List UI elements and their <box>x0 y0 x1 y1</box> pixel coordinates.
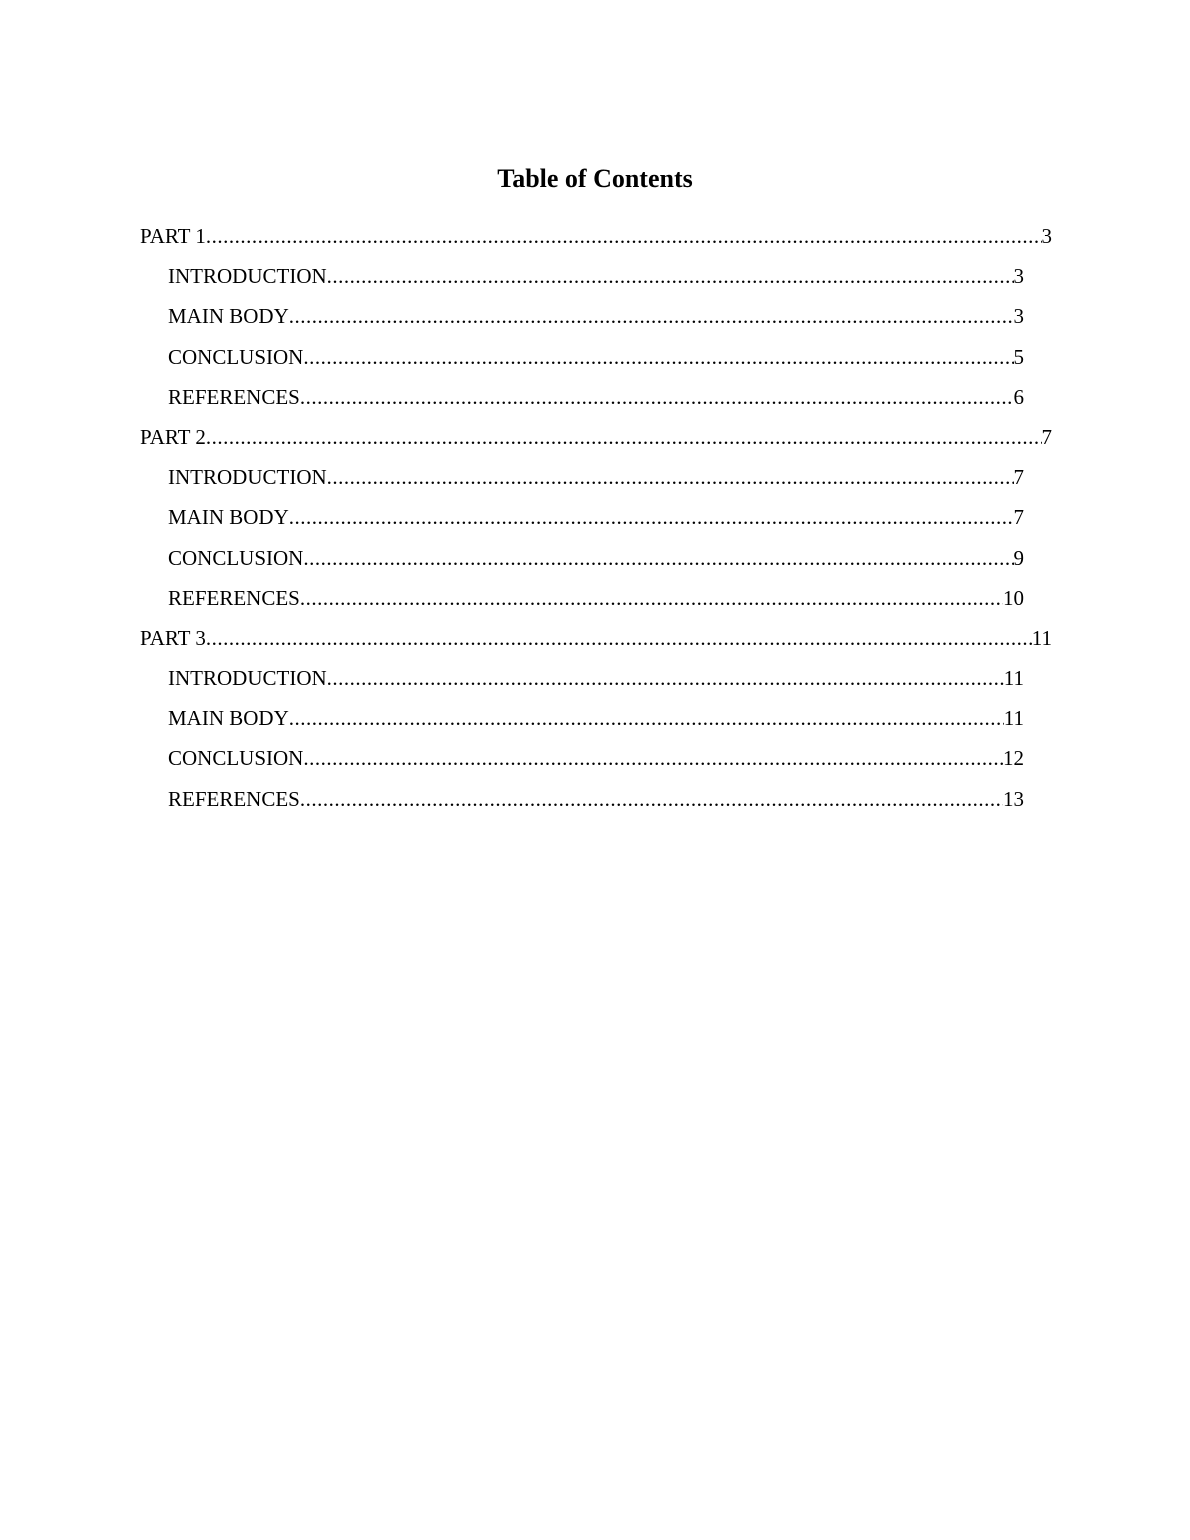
toc-entry-references[interactable] <box>168 380 1024 420</box>
toc-title: Table of Contents <box>497 164 693 193</box>
toc-entry-label: REFERENCES <box>168 384 300 409</box>
toc-dot-leader <box>289 701 1004 735</box>
toc-dot-leader <box>303 741 1003 775</box>
toc-entry-main-body[interactable] <box>168 500 1024 540</box>
toc-page-number: 3 <box>1041 224 1052 248</box>
toc-page-number: 9 <box>1013 545 1024 570</box>
toc-entry-label: CONCLUSION <box>168 545 304 570</box>
toc-entry-label: REFERENCES <box>168 786 300 811</box>
toc-page-number: 13 <box>1003 786 1024 811</box>
toc-page-number: 3 <box>1013 304 1024 329</box>
toc-entry-label: INTRODUCTION <box>168 465 327 490</box>
toc-entry-conclusion[interactable] <box>168 541 1024 581</box>
toc-entry-references[interactable] <box>168 782 1024 822</box>
toc-page-number: 3 <box>1013 264 1024 289</box>
toc-dot-leader <box>206 621 1032 655</box>
toc-entry-label: INTRODUCTION <box>168 264 327 289</box>
toc-dot-leader <box>289 500 1014 534</box>
toc-entry-label: MAIN BODY <box>168 706 289 731</box>
toc-page-number: 6 <box>1013 384 1024 409</box>
toc-page-number: 11 <box>1003 706 1024 731</box>
toc-dot-leader <box>303 541 1013 575</box>
toc-page-number: 7 <box>1013 505 1024 530</box>
toc-dot-leader <box>300 380 1014 414</box>
toc-page-number: 12 <box>1003 746 1024 771</box>
toc-entry-main-body[interactable] <box>168 701 1024 741</box>
toc-entry-label: REFERENCES <box>168 585 300 610</box>
toc-entry-conclusion[interactable] <box>168 741 1024 781</box>
toc-entry-label: MAIN BODY <box>168 304 289 329</box>
toc-dot-leader <box>300 782 1003 816</box>
toc-entry-introduction[interactable] <box>168 259 1024 299</box>
toc-entry-label: CONCLUSION <box>168 746 304 771</box>
toc-dot-leader <box>327 259 1014 293</box>
toc-entry-label: PART 2 <box>140 424 206 449</box>
toc-entry-label: PART 3 <box>140 625 206 650</box>
toc-dot-leader <box>327 661 1004 695</box>
toc-entry-references[interactable] <box>168 581 1024 621</box>
toc-dot-leader <box>303 340 1013 374</box>
toc-dot-leader <box>289 299 1014 333</box>
toc-page-number: 7 <box>1013 465 1024 490</box>
toc-entry-introduction[interactable] <box>168 661 1024 701</box>
toc-entry-label: INTRODUCTION <box>168 666 327 691</box>
toc-page-number: 11 <box>1031 625 1052 650</box>
toc-page-number: 11 <box>1003 666 1024 691</box>
toc-dot-leader <box>300 581 1003 615</box>
toc-page-number: 7 <box>1041 424 1052 449</box>
toc-list <box>140 219 1052 822</box>
toc-entry-part-3[interactable] <box>140 621 1052 661</box>
toc-entry-label: PART 1 <box>140 224 206 248</box>
toc-entry-part-1[interactable] <box>140 219 1052 259</box>
toc-page-number: 10 <box>1003 585 1024 610</box>
toc-entry-label: CONCLUSION <box>168 344 304 369</box>
toc-entry-label: MAIN BODY <box>168 505 289 530</box>
toc-page-number: 5 <box>1013 344 1024 369</box>
toc-entry-introduction[interactable] <box>168 460 1024 500</box>
toc-entry-conclusion[interactable] <box>168 340 1024 380</box>
toc-dot-leader <box>327 460 1014 494</box>
toc-dot-leader <box>206 219 1042 253</box>
toc-entry-part-2[interactable] <box>140 420 1052 460</box>
toc-entry-main-body[interactable] <box>168 299 1024 339</box>
toc-dot-leader <box>206 420 1042 454</box>
